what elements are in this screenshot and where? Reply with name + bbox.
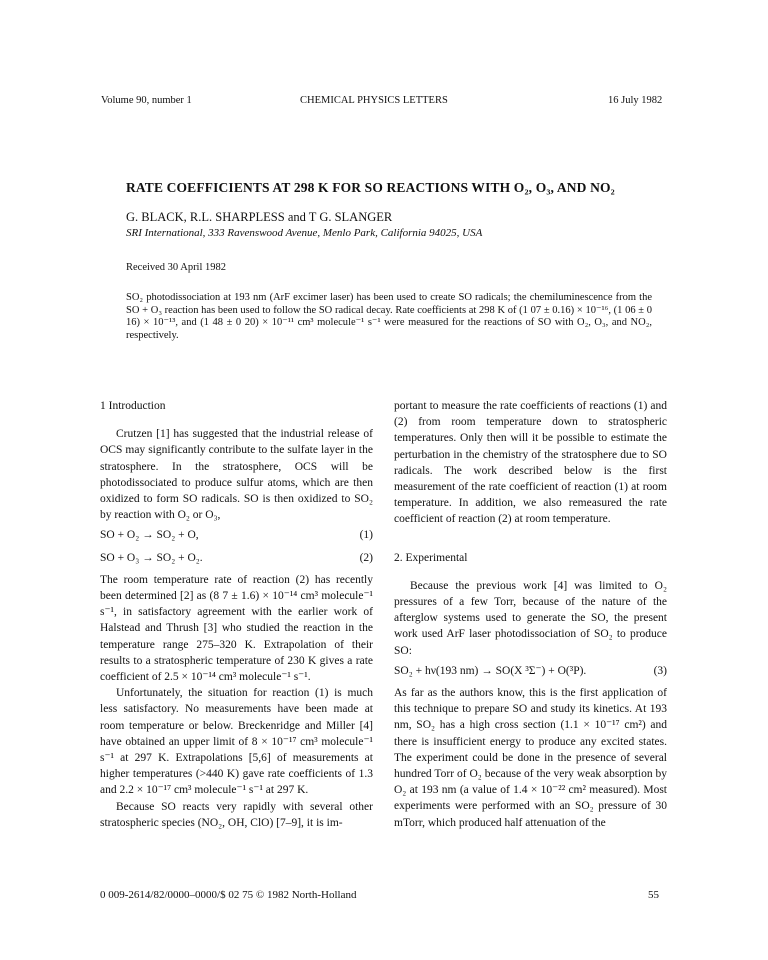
paragraph: Unfortunately, the situation for reaction (1) is much less satisfactory. No measurements have been made at room temperature or below. Breckenridge and Miller [4] have obtained an upper limit of 8 × 10⁻¹⁷ cm³ molecule⁻¹ s⁻¹ at 297 K. Extrapolations [5,6] of measurements at higher temperatures (>440 K) gave rate coefficients of 1.3 and 2.2 × 10⁻¹⁷ cm³ molecule⁻¹ s⁻¹ at 297 K. (100, 687, 373, 797)
authors: G. BLACK, R.L. SHARPLESS and T G. SLANGER (126, 210, 393, 224)
section-title-introduction: 1 Introduction (100, 400, 166, 412)
date-header: 16 July 1982 (608, 95, 663, 106)
equation-number: (3) (653, 664, 667, 677)
equation-text: SO + O₂ → SO₂ + O, (100, 529, 199, 542)
right-column (394, 398, 667, 831)
article-title: RATE COEFFICIENTS AT 298 K FOR SO REACTIONS WITH O₂, O₃, AND NO₂ (126, 180, 615, 195)
equation-3 (394, 663, 667, 679)
section-title-experimental: 2. Experimental (394, 551, 468, 564)
abstract: SO₂ photodissociation at 193 nm (ArF excimer laser) has been used to create SO radicals; the chemiluminescence from the SO + O₃ reaction has been used to follow the SO radical decay. Rate coefficients at 298 K of (1 07 ± 0.16) × 10⁻¹⁶, (1 06 ± 0 16) × 10⁻¹³, and (1 48 ± 0 20) × 10⁻¹¹ cm³ molecule⁻¹ s⁻¹ were measured for the reactions of SO with O₂, O₃, and NO₂, respectively. (126, 292, 652, 341)
paragraph: The room temperature rate of reaction (2) has recently been determined [2] as (8 7 ± 1.6) × 10⁻¹⁴ cm³ molecule⁻¹ s⁻¹, in satisfactory agreement with the earlier work of Halstead and Thrush [3] who studied the reaction in the temperature range 275–320 K. Extrapolation of their results to a stratospheric temperature of 230 K gives a rate coefficient of 2.5 × 10⁻¹⁴ cm³ molecule⁻¹ s⁻¹. (100, 573, 373, 684)
volume-header: Volume 90, number 1 (101, 95, 192, 106)
equation-text: SO + O₃ → SO₂ + O₂. (100, 551, 203, 564)
journal-header: CHEMICAL PHYSICS LETTERS (300, 95, 448, 106)
copyright-footer: 0 009-2614/82/0000–0000/$ 02 75 © 1982 North-Holland (100, 889, 357, 901)
equation-number: (2) (359, 551, 373, 564)
equation-text: SO₂ + hν(193 nm) → SO(X ³Σ⁻) + O(³P). (394, 664, 587, 677)
paragraph: Because SO reacts very rapidly with several other stratospheric species (NO₂, OH, ClO) [7–9], it is im- (100, 800, 373, 829)
paragraph: As far as the authors know, this is the first application of this technique to prepare SO and study its kinetics. At 193 nm, SO₂ has a high cross section (1.1 × 10⁻¹⁷ cm²) and there is insufficient energy to produce any excited states. The experiment could be done in the presence of several hundred Torr of O₂ because of the very weak absorption by O₂ at 193 nm (a value of 1.4 × 10⁻²² cm² measured). Most experiments were performed with an SO₂ pressure of 30 mTorr, which produced half attenuation of the (394, 687, 667, 829)
equation-number: (1) (359, 529, 373, 542)
equation-2 (100, 550, 373, 566)
equation-1 (100, 527, 373, 543)
paragraph: Crutzen [1] has suggested that the industrial release of OCS may significantly contribute to the sulfate layer in the stratosphere. In the stratosphere, OCS will be photodissociated to produce sulfur atoms, which are then oxidized to form SO radicals. SO is then oxidized to SO₂ by reaction with O₂ or O₃, (100, 428, 373, 522)
left-column (100, 398, 373, 831)
paragraph: Because the previous work [4] was limited to O₂ pressures of a few Torr, because of the nature of the afterglow systems used to generate the SO, the present work used ArF laser photodissociation of SO₂ to produce SO: (394, 579, 667, 657)
affiliation: SRI International, 333 Ravenswood Avenue, Menlo Park, California 94025, USA (126, 227, 483, 239)
page-number: 55 (648, 889, 659, 901)
received-date: Received 30 April 1982 (126, 262, 227, 273)
paragraph: portant to measure the rate coefficients of reactions (1) and (2) from room temperature down to stratospheric temperatures. Only then will it be possible to estimate the perturbation in the chemistry of the stratosphere due to SO radicals. The work described below is the first measurement of the rate coefficient of reaction (1) at room temperature. In addition, we also remeasured the rate coefficient of reaction (2) at room temperature. (394, 400, 667, 526)
